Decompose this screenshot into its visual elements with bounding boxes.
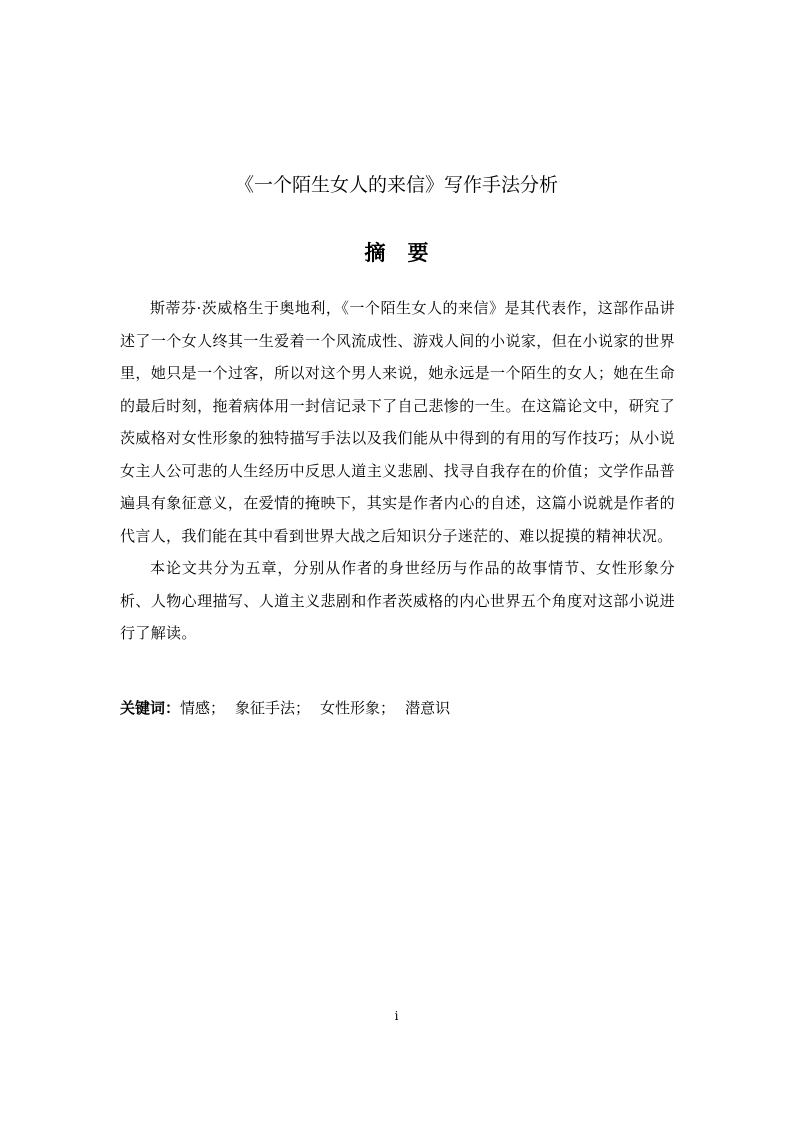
keyword-item: 潜意识	[405, 699, 451, 717]
abstract-heading-char: 要	[407, 241, 429, 265]
abstract-paragraph: 斯蒂芬·茨威格生于奥地利，《一个陌生女人的来信》是其代表作，这部作品讲述了一个女人终其一生爱着一个风流成性、游戏人间的小说家，但在小说家的世界里，她只是一个过客，所以对这个男人来说，她永远是一个陌生的女人；她在生命的最后时刻，拖着病体用一封信记录下了自己悲惨的一生。在这篇论文中，研究了茨威格对女性形象的独特描写手法以及我们能从中得到的有用的写作技巧；从小说女主人公可悲的人生经历中反思人道主义悲剧、找寻自我存在的价值；文学作品普遍具有象征意义，在爱情的掩映下，其实是作者内心的自述，这篇小说就是作者的代言人，我们能在其中看到世界大战之后知识分子迷茫的、难以捉摸的精神状况。	[120, 299, 675, 545]
keywords-label: 关键词：	[120, 699, 181, 717]
abstract-paragraph: 本论文共分为五章，分别从作者的身世经历与作品的故事情节、女性形象分析、人物心理描写、人道主义悲剧和作者茨威格的内心世界五个角度对这部小说进行了解读。	[120, 559, 675, 642]
keywords-line	[120, 696, 675, 720]
abstract-heading-char: 摘	[364, 241, 386, 265]
page-title: 《一个陌生女人的来信》写作手法分析	[234, 174, 558, 196]
abstract-heading	[0, 238, 793, 268]
abstract-body	[120, 292, 675, 650]
keyword-item: 情感；	[180, 699, 226, 717]
page-number: i	[394, 1009, 399, 1023]
keyword-item: 象征手法；	[235, 699, 311, 717]
keyword-item: 女性形象；	[320, 699, 396, 717]
